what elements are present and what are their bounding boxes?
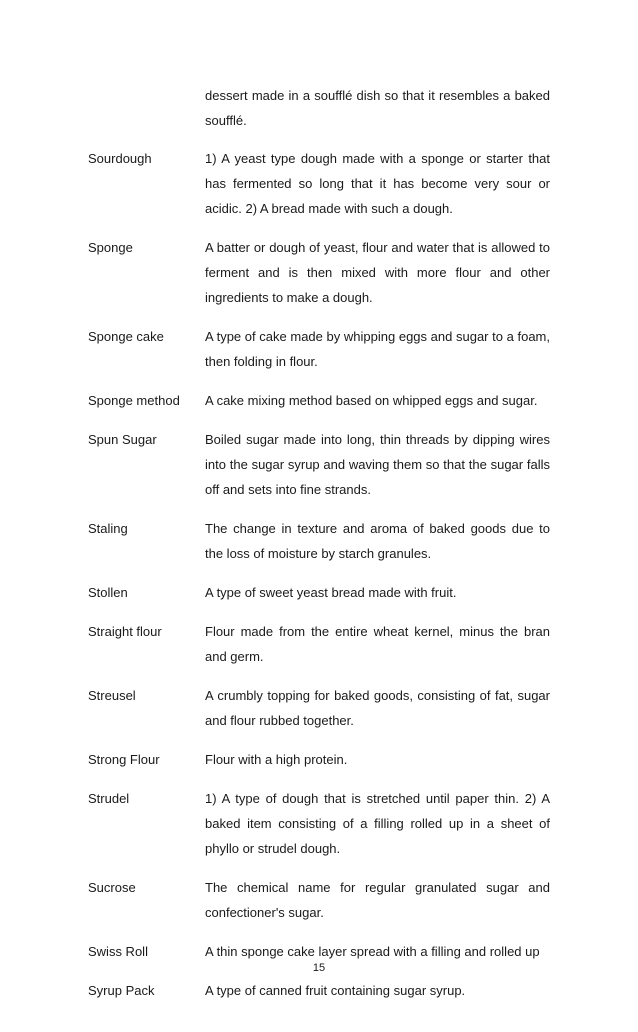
glossary-entry	[88, 683, 550, 733]
glossary-entry	[88, 324, 550, 374]
glossary-definition: 1) A type of dough that is stretched until paper thin. 2) A baked item consisting of a filling rolled up in a sheet of phyllo or strudel dough.	[205, 791, 550, 856]
glossary-entry	[88, 939, 550, 964]
glossary-definition: A batter or dough of yeast, flour and water that is allowed to ferment and is then mixed with more flour and other ingredients to make a dough.	[205, 240, 550, 305]
glossary-definition: dessert made in a soufflé dish so that it resembles a baked soufflé.	[205, 88, 550, 128]
glossary-term: Swiss Roll	[88, 944, 148, 959]
glossary-term: Spun Sugar	[88, 432, 157, 447]
glossary-entry	[88, 516, 550, 566]
glossary-term: Staling	[88, 521, 128, 536]
glossary-term: Sourdough	[88, 151, 152, 166]
glossary-entry	[88, 235, 550, 310]
glossary-entry	[88, 786, 550, 861]
glossary-entry	[88, 580, 550, 605]
glossary-definition: Flour with a high protein.	[205, 752, 348, 767]
glossary-term: Strong Flour	[88, 752, 160, 767]
glossary-entry	[88, 875, 550, 925]
glossary-term: Sponge cake	[88, 329, 164, 344]
glossary-term: Sucrose	[88, 880, 136, 895]
glossary-list	[88, 83, 550, 1003]
glossary-term: Streusel	[88, 688, 136, 703]
glossary-definition: 1) A yeast type dough made with a sponge or starter that has fermented so long that it has become very sour or acidic. 2) A bread made with such a dough.	[205, 151, 550, 216]
glossary-entry	[88, 427, 550, 502]
glossary-definition: The chemical name for regular granulated sugar and confectioner's sugar.	[205, 880, 550, 920]
glossary-definition: The change in texture and aroma of baked goods due to the loss of moisture by starch granules.	[205, 521, 550, 561]
glossary-definition: A crumbly topping for baked goods, consisting of fat, sugar and flour rubbed together.	[205, 688, 550, 728]
glossary-definition: A type of cake made by whipping eggs and sugar to a foam, then folding in flour.	[205, 329, 550, 369]
glossary-term: Straight flour	[88, 624, 162, 639]
glossary-definition: A thin sponge cake layer spread with a filling and rolled up	[205, 944, 540, 959]
glossary-term: Sponge	[88, 240, 133, 255]
glossary-term: Sponge method	[88, 393, 180, 408]
glossary-definition: Flour made from the entire wheat kernel, minus the bran and germ.	[205, 624, 550, 664]
page-number: 15	[312, 962, 326, 974]
glossary-term: Syrup Pack	[88, 983, 155, 998]
glossary-term: Strudel	[88, 791, 130, 806]
glossary-entry	[88, 978, 550, 1003]
glossary-entry	[88, 83, 550, 133]
glossary-entry	[88, 388, 550, 413]
glossary-entry	[88, 747, 550, 772]
glossary-definition: A type of sweet yeast bread made with fruit.	[205, 585, 457, 600]
glossary-entry	[88, 146, 550, 221]
glossary-entry	[88, 619, 550, 669]
glossary-definition: A cake mixing method based on whipped eggs and sugar.	[205, 393, 538, 408]
glossary-definition: Boiled sugar made into long, thin threads by dipping wires into the sugar syrup and waving them so that the sugar falls off and sets into fine strands.	[205, 432, 550, 497]
glossary-term: Stollen	[88, 585, 128, 600]
glossary-definition: A type of canned fruit containing sugar syrup.	[205, 983, 466, 998]
